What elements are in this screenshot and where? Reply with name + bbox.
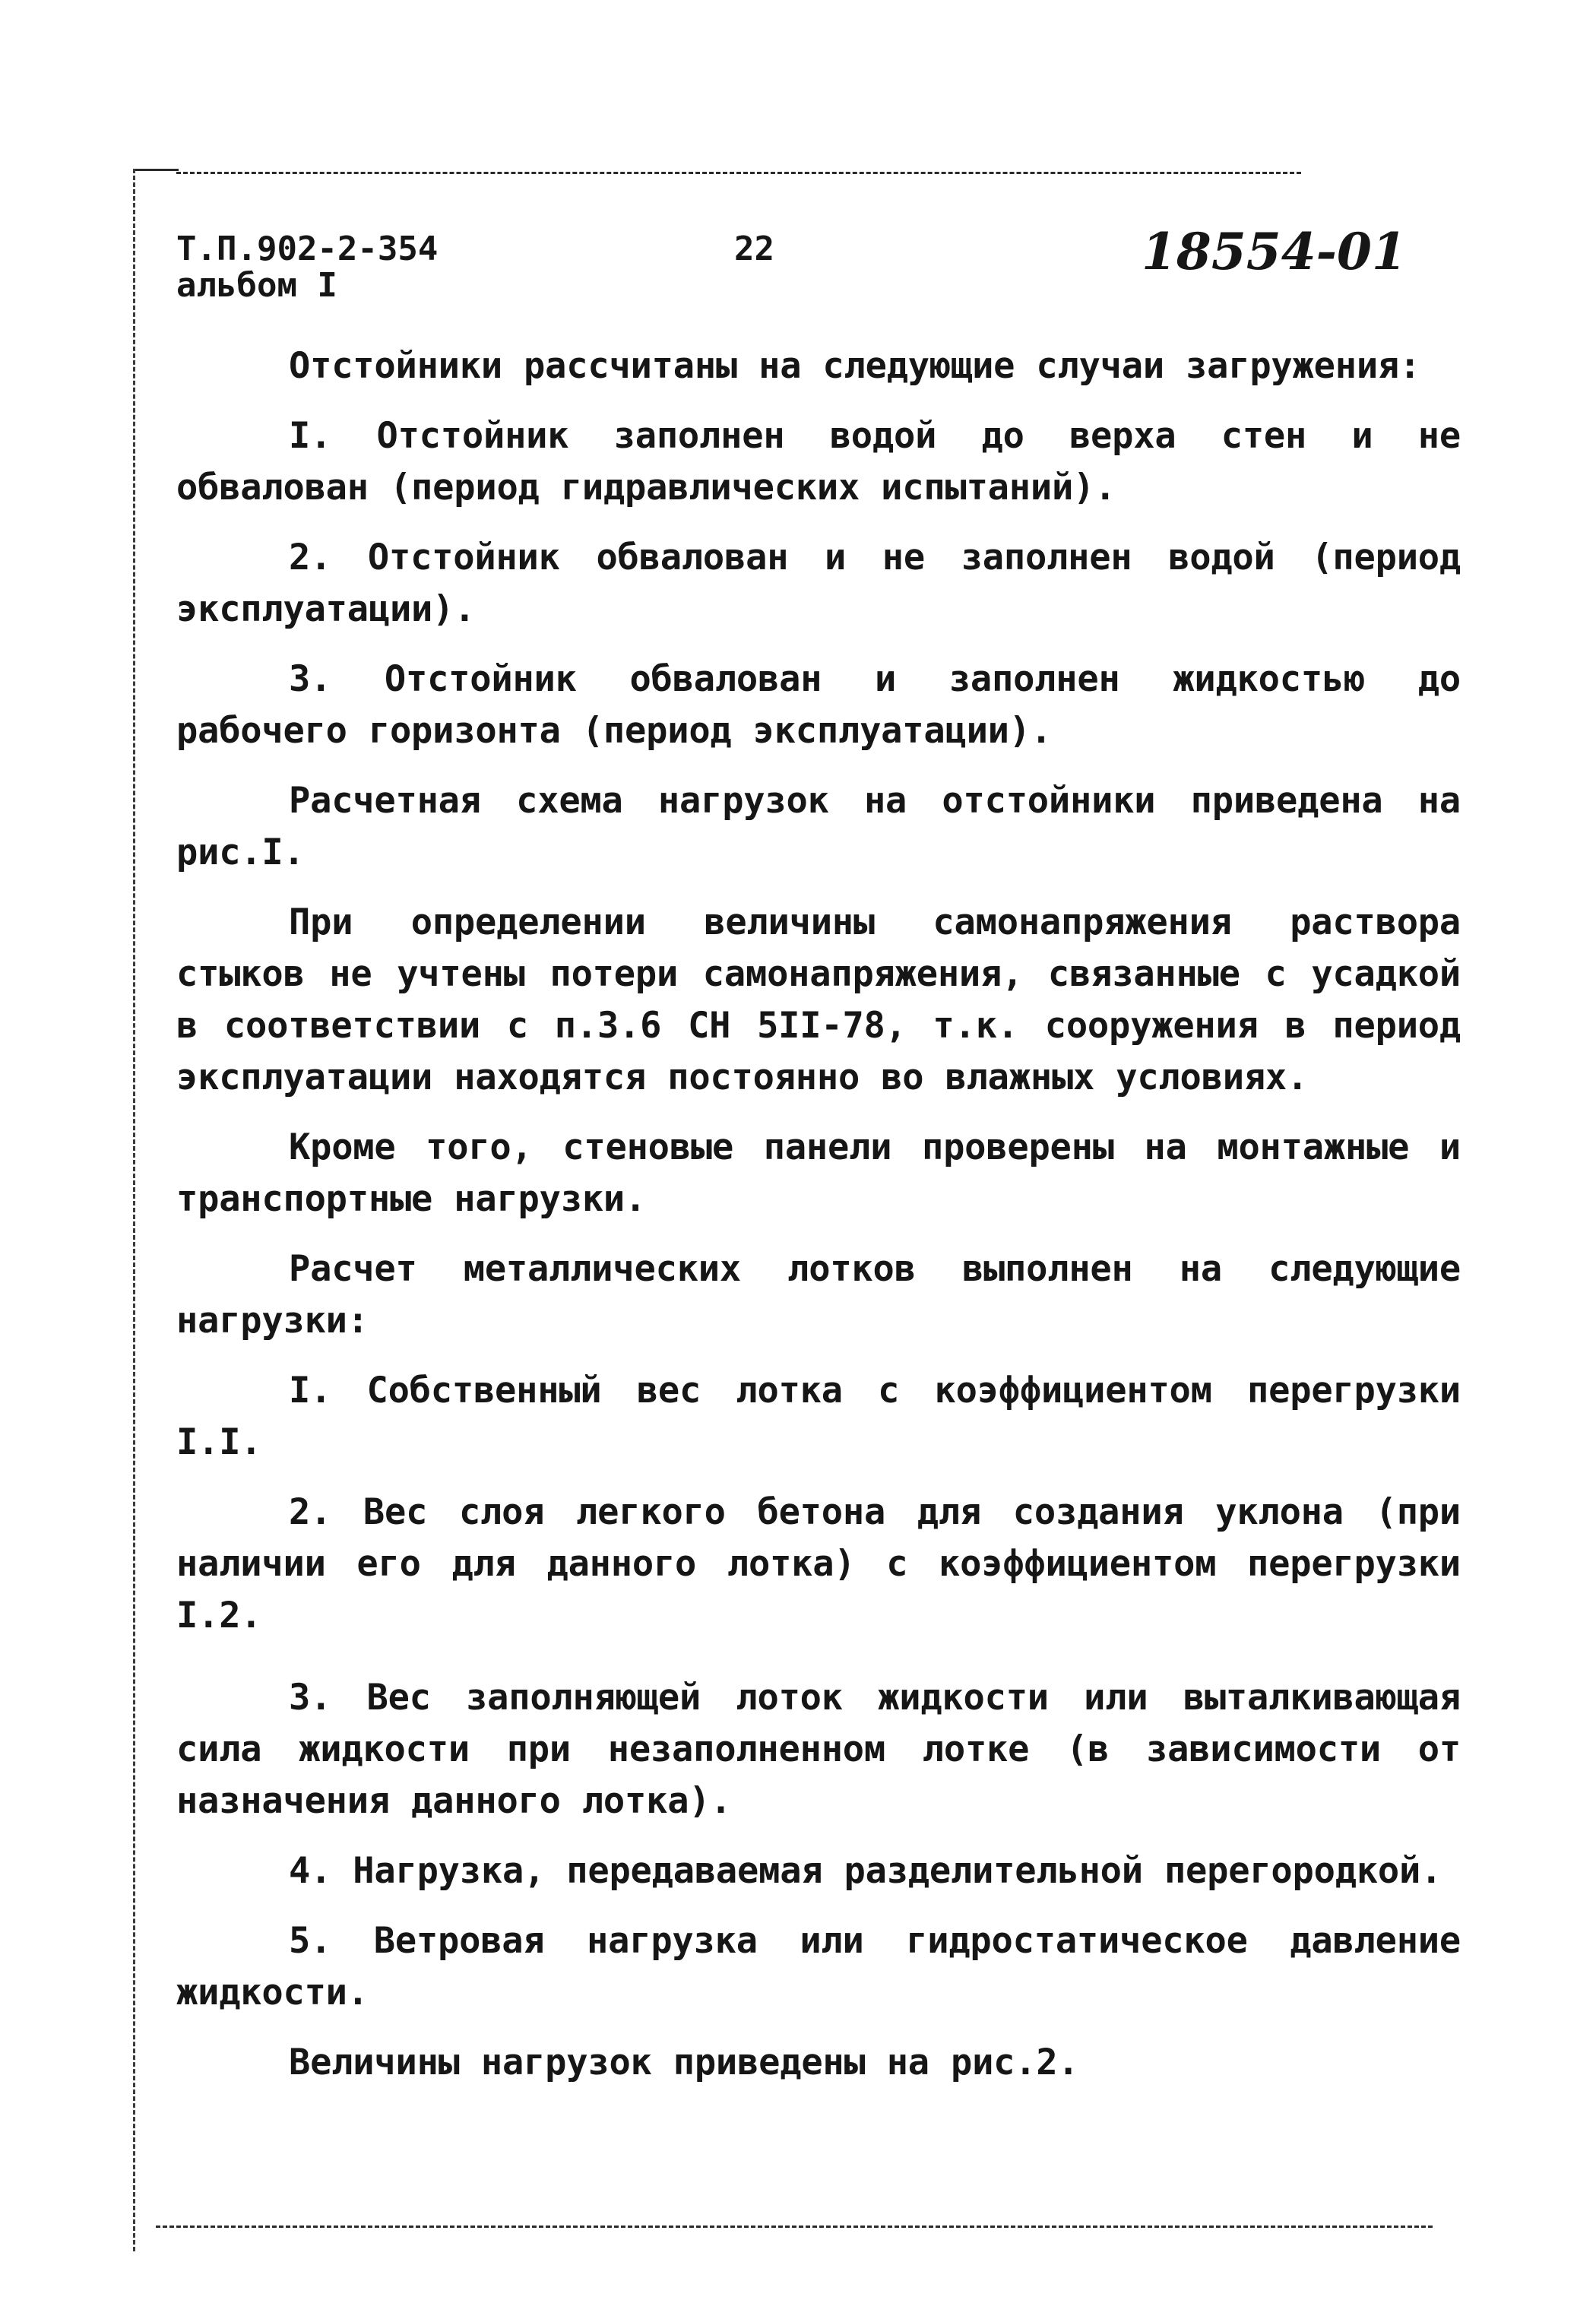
paragraph: Кроме того, стеновые панели проверены на монтажные и транспортные нагрузки. <box>176 1126 1461 1220</box>
list-item: I. Собственный вес лотка с коэффициентом перегрузки I.I. <box>176 1370 1461 1463</box>
document-body <box>176 341 1461 2107</box>
paragraph: Величины нагрузок приведены на рис.2. <box>289 2042 1079 2083</box>
page-number: 22 <box>734 230 774 268</box>
list-item: 3. Отстойник обвалован и заполнен жидкостью до рабочего горизонта (период эксплуатации). <box>176 658 1461 752</box>
paragraph: Расчетная схема нагрузок на отстойники приведена на рис.I. <box>176 780 1461 873</box>
frame-corner-line <box>133 169 179 171</box>
paragraph: Отстойники рассчитаны на следующие случаи загружения: <box>289 345 1421 387</box>
frame-bottom-line <box>156 2226 1433 2228</box>
list-item: 2. Отстойник обвалован и не заполнен водой (период эксплуатации). <box>176 537 1461 630</box>
frame-top-line <box>176 172 1301 174</box>
document-reference: Т.П.902-2-354 <box>176 230 439 268</box>
list-item: 4. Нагрузка, передаваемая разделительной перегородкой. <box>289 1850 1442 1892</box>
list-item: 2. Вес слоя легкого бетона для создания уклона (при наличии его для данного лотка) с коэффициентом перегрузки I.2. <box>176 1491 1461 1636</box>
list-item: 5. Ветровая нагрузка или гидростатическое давление жидкости. <box>176 1920 1461 2013</box>
album-label: альбом I <box>176 266 337 305</box>
document-code: 18554-01 <box>1142 222 1407 281</box>
paragraph: Расчет металлических лотков выполнен на следующие нагрузки: <box>176 1248 1461 1342</box>
frame-left-line <box>133 169 135 2251</box>
paragraph: При определении величины самонапряжения раствора стыков не учтены потери самонапряжения, связанные с усадкой в соответствии с п.3.6 СН 5II-78, т.к. сооружения в период эксплуатации находятся постоянно во влажных условиях. <box>176 901 1461 1098</box>
list-item: 3. Вес заполняющей лоток жидкости или выталкивающая сила жидкости при незаполненном лотке (в зависимости от назначения данного лотка). <box>176 1677 1461 1822</box>
list-item: I. Отстойник заполнен водой до верха стен и не обвалован (период гидравлических испытаний). <box>176 415 1461 508</box>
